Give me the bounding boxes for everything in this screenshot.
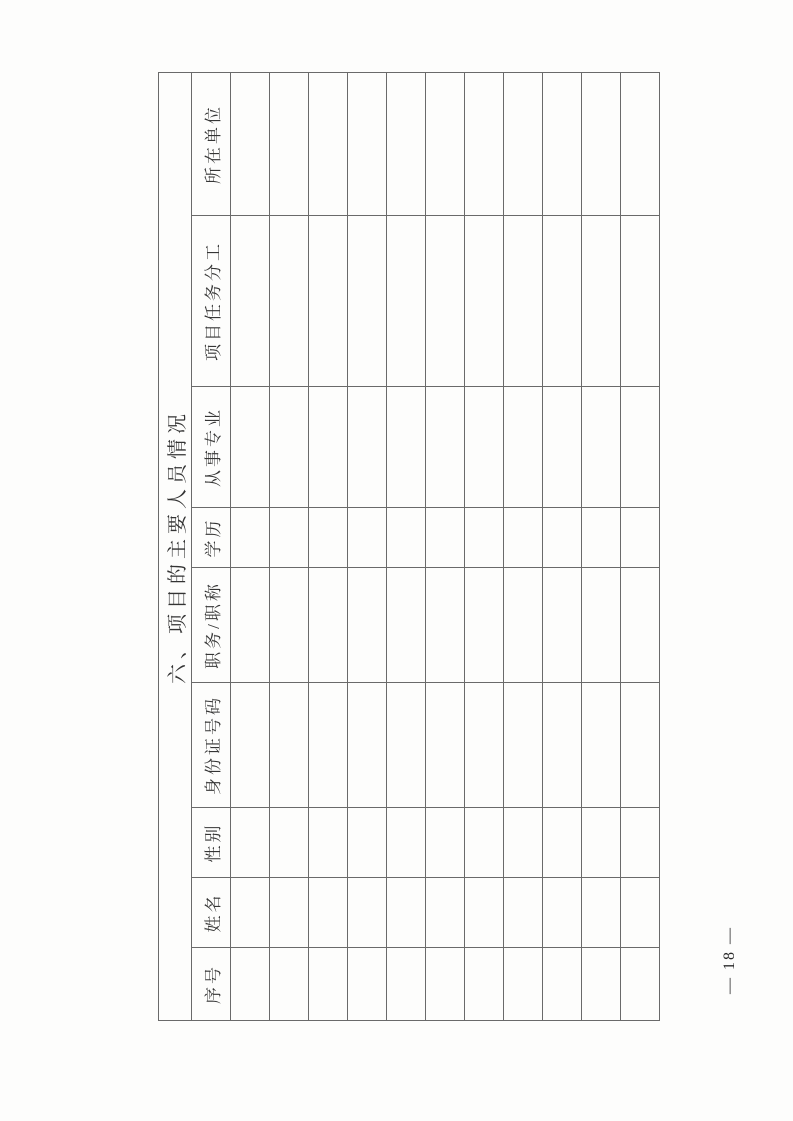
table-cell xyxy=(309,387,348,508)
table-cell xyxy=(426,808,465,878)
table-header-row xyxy=(192,72,231,1020)
table-cell xyxy=(621,216,660,387)
table-cell xyxy=(387,683,426,808)
table-cell xyxy=(348,216,387,387)
section-title: 六、项目的主要人员情况 xyxy=(159,72,192,1020)
table-cell xyxy=(387,216,426,387)
table-cell xyxy=(270,508,309,568)
table-cell xyxy=(504,72,543,215)
table-cell xyxy=(543,72,582,215)
table-cell xyxy=(348,508,387,568)
table-cell xyxy=(621,878,660,948)
table-cell xyxy=(543,508,582,568)
table-cell xyxy=(231,216,270,387)
table-cell xyxy=(231,683,270,808)
table-row xyxy=(504,72,543,1020)
table-cell xyxy=(582,387,621,508)
table-cell xyxy=(387,948,426,1021)
table-cell xyxy=(387,878,426,948)
table-cell xyxy=(426,568,465,683)
table-cell xyxy=(426,508,465,568)
table-row xyxy=(348,72,387,1020)
table-cell xyxy=(387,387,426,508)
column-header-serial-number: 序号 xyxy=(192,948,231,1021)
column-header-education: 学历 xyxy=(192,508,231,568)
table-cell xyxy=(231,508,270,568)
column-header-id-number: 身份证号码 xyxy=(192,683,231,808)
table-cell xyxy=(543,808,582,878)
table-cell xyxy=(504,878,543,948)
table-cell xyxy=(309,808,348,878)
table-cell xyxy=(621,808,660,878)
rotated-table-region xyxy=(158,73,656,1021)
table-cell xyxy=(426,948,465,1021)
table-row xyxy=(309,72,348,1020)
table-cell xyxy=(387,808,426,878)
table-cell xyxy=(621,72,660,215)
table-cell xyxy=(270,72,309,215)
table-cell xyxy=(426,387,465,508)
table-row xyxy=(543,72,582,1020)
table-cell xyxy=(387,508,426,568)
column-header-project-task-division: 项目任务分工 xyxy=(192,216,231,387)
table-cell xyxy=(504,568,543,683)
table-cell xyxy=(465,72,504,215)
table-cell xyxy=(426,72,465,215)
table-cell xyxy=(309,683,348,808)
table-cell xyxy=(543,878,582,948)
table-cell xyxy=(543,568,582,683)
table-cell xyxy=(309,878,348,948)
table-cell xyxy=(348,568,387,683)
table-cell xyxy=(348,387,387,508)
table-cell xyxy=(582,568,621,683)
table-cell xyxy=(504,948,543,1021)
table-cell xyxy=(465,216,504,387)
table-cell xyxy=(231,878,270,948)
table-cell xyxy=(621,508,660,568)
table-cell xyxy=(504,387,543,508)
table-cell xyxy=(543,216,582,387)
table-cell xyxy=(270,568,309,683)
table-cell xyxy=(270,808,309,878)
table-cell xyxy=(348,878,387,948)
table-row xyxy=(465,72,504,1020)
table-cell xyxy=(231,808,270,878)
table-cell xyxy=(426,216,465,387)
page-number: — 18 — xyxy=(721,926,738,994)
table-cell xyxy=(582,878,621,948)
table-cell xyxy=(348,808,387,878)
table-cell xyxy=(465,878,504,948)
table-row xyxy=(387,72,426,1020)
table-cell xyxy=(582,683,621,808)
table-cell xyxy=(231,72,270,215)
column-header-position-title: 职务/职称 xyxy=(192,568,231,683)
table-cell xyxy=(348,72,387,215)
table-row xyxy=(231,72,270,1020)
table-cell xyxy=(504,216,543,387)
table-cell xyxy=(270,878,309,948)
table-cell xyxy=(426,683,465,808)
table-cell xyxy=(504,808,543,878)
table-row xyxy=(426,72,465,1020)
table-cell xyxy=(504,683,543,808)
table-cell xyxy=(231,387,270,508)
table-cell xyxy=(543,948,582,1021)
table-cell xyxy=(621,683,660,808)
personnel-table-holder xyxy=(158,73,656,1021)
table-cell xyxy=(231,568,270,683)
table-cell xyxy=(621,568,660,683)
table-cell xyxy=(387,568,426,683)
table-cell xyxy=(309,948,348,1021)
table-cell xyxy=(465,568,504,683)
table-title-row xyxy=(159,72,192,1020)
table-cell xyxy=(465,508,504,568)
table-cell xyxy=(309,216,348,387)
column-header-work-unit: 所在单位 xyxy=(192,72,231,215)
table-cell xyxy=(270,216,309,387)
table-row xyxy=(582,72,621,1020)
table-cell xyxy=(465,948,504,1021)
table-cell xyxy=(543,387,582,508)
table-cell xyxy=(231,948,270,1021)
table-cell xyxy=(348,683,387,808)
table-cell xyxy=(504,508,543,568)
table-cell xyxy=(426,878,465,948)
column-header-profession: 从事专业 xyxy=(192,387,231,508)
table-cell xyxy=(465,683,504,808)
column-header-gender: 性别 xyxy=(192,808,231,878)
column-header-name: 姓名 xyxy=(192,878,231,948)
table-cell xyxy=(309,72,348,215)
table-cell xyxy=(465,808,504,878)
table-row xyxy=(270,72,309,1020)
table-cell xyxy=(582,948,621,1021)
table-cell xyxy=(543,683,582,808)
table-cell xyxy=(465,387,504,508)
table-cell xyxy=(309,568,348,683)
table-cell xyxy=(348,948,387,1021)
table-cell xyxy=(621,948,660,1021)
table-row xyxy=(621,72,660,1020)
table-cell xyxy=(621,387,660,508)
table-cell xyxy=(270,387,309,508)
table-cell xyxy=(582,72,621,215)
table-cell xyxy=(270,683,309,808)
table-cell xyxy=(582,508,621,568)
table-cell xyxy=(582,808,621,878)
personnel-table xyxy=(158,72,660,1021)
table-cell xyxy=(309,508,348,568)
table-cell xyxy=(387,72,426,215)
table-cell xyxy=(270,948,309,1021)
table-cell xyxy=(582,216,621,387)
